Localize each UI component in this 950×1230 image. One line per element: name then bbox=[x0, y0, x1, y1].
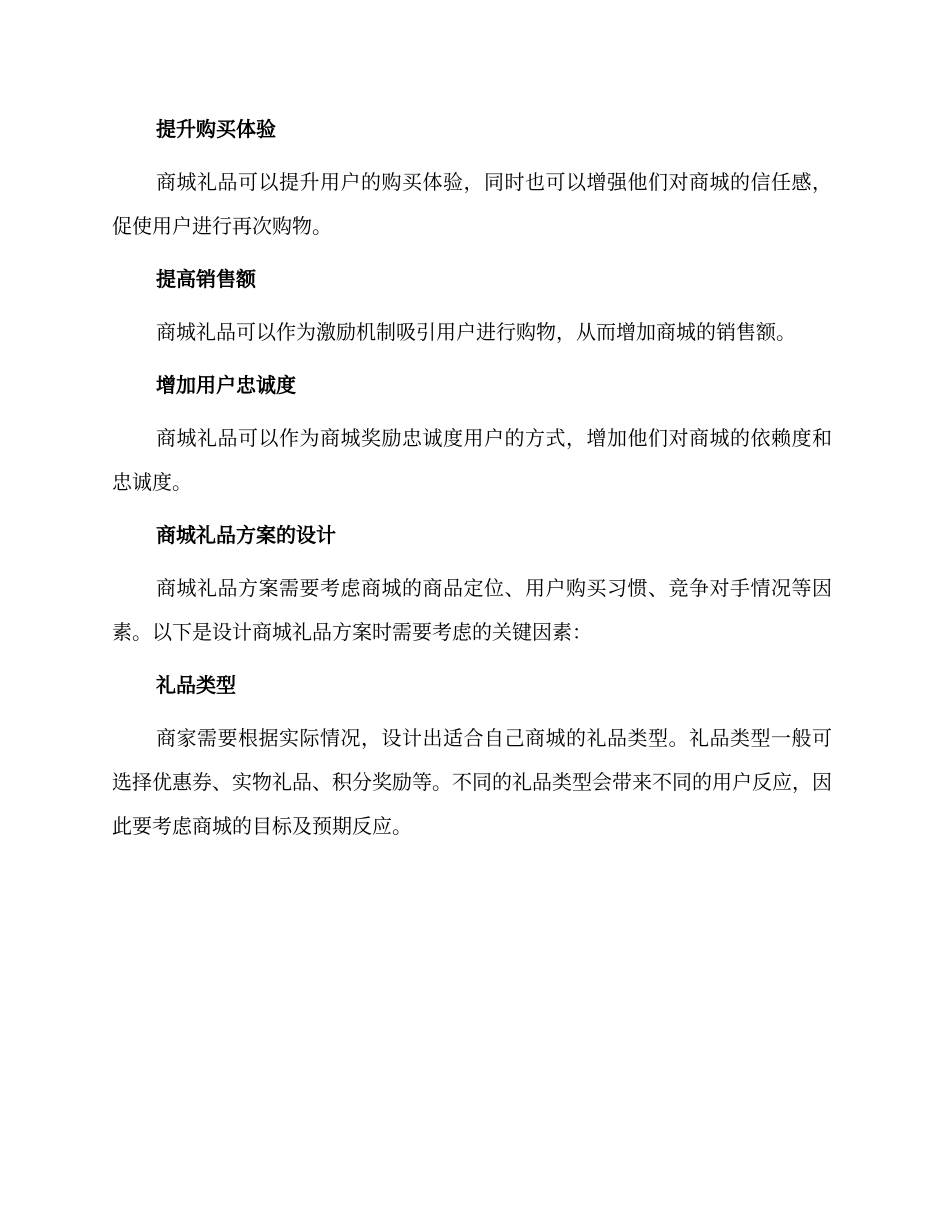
section-paragraph: 商城礼品可以作为商城奖励忠诚度用户的方式，增加他们对商城的依赖度和忠诚度。 bbox=[112, 426, 832, 494]
section-heading: 礼品类型 bbox=[156, 673, 236, 697]
document-content bbox=[112, 112, 832, 848]
section-paragraph: 商城礼品可以提升用户的购买体验，同时也可以增强他们对商城的信任感，促使用户进行再次购物。 bbox=[112, 170, 832, 238]
section-paragraph: 商城礼品可以作为激励机制吸引用户进行购物，从而增加商城的销售额。 bbox=[156, 320, 796, 344]
section-heading: 增加用户忠诚度 bbox=[156, 373, 296, 397]
section-heading: 提升购买体验 bbox=[156, 117, 276, 141]
section-heading: 提高销售额 bbox=[156, 267, 256, 291]
section-paragraph: 商城礼品方案需要考虑商城的商品定位、用户购买习惯、竞争对手情况等因素。以下是设计商城礼品方案时需要考虑的关键因素： bbox=[112, 576, 832, 644]
section-heading: 商城礼品方案的设计 bbox=[156, 523, 336, 547]
section-paragraph: 商家需要根据实际情况，设计出适合自己商城的礼品类型。礼品类型一般可选择优惠券、实物礼品、积分奖励等。不同的礼品类型会带来不同的用户反应，因此要考虑商城的目标及预期反应。 bbox=[112, 726, 832, 838]
